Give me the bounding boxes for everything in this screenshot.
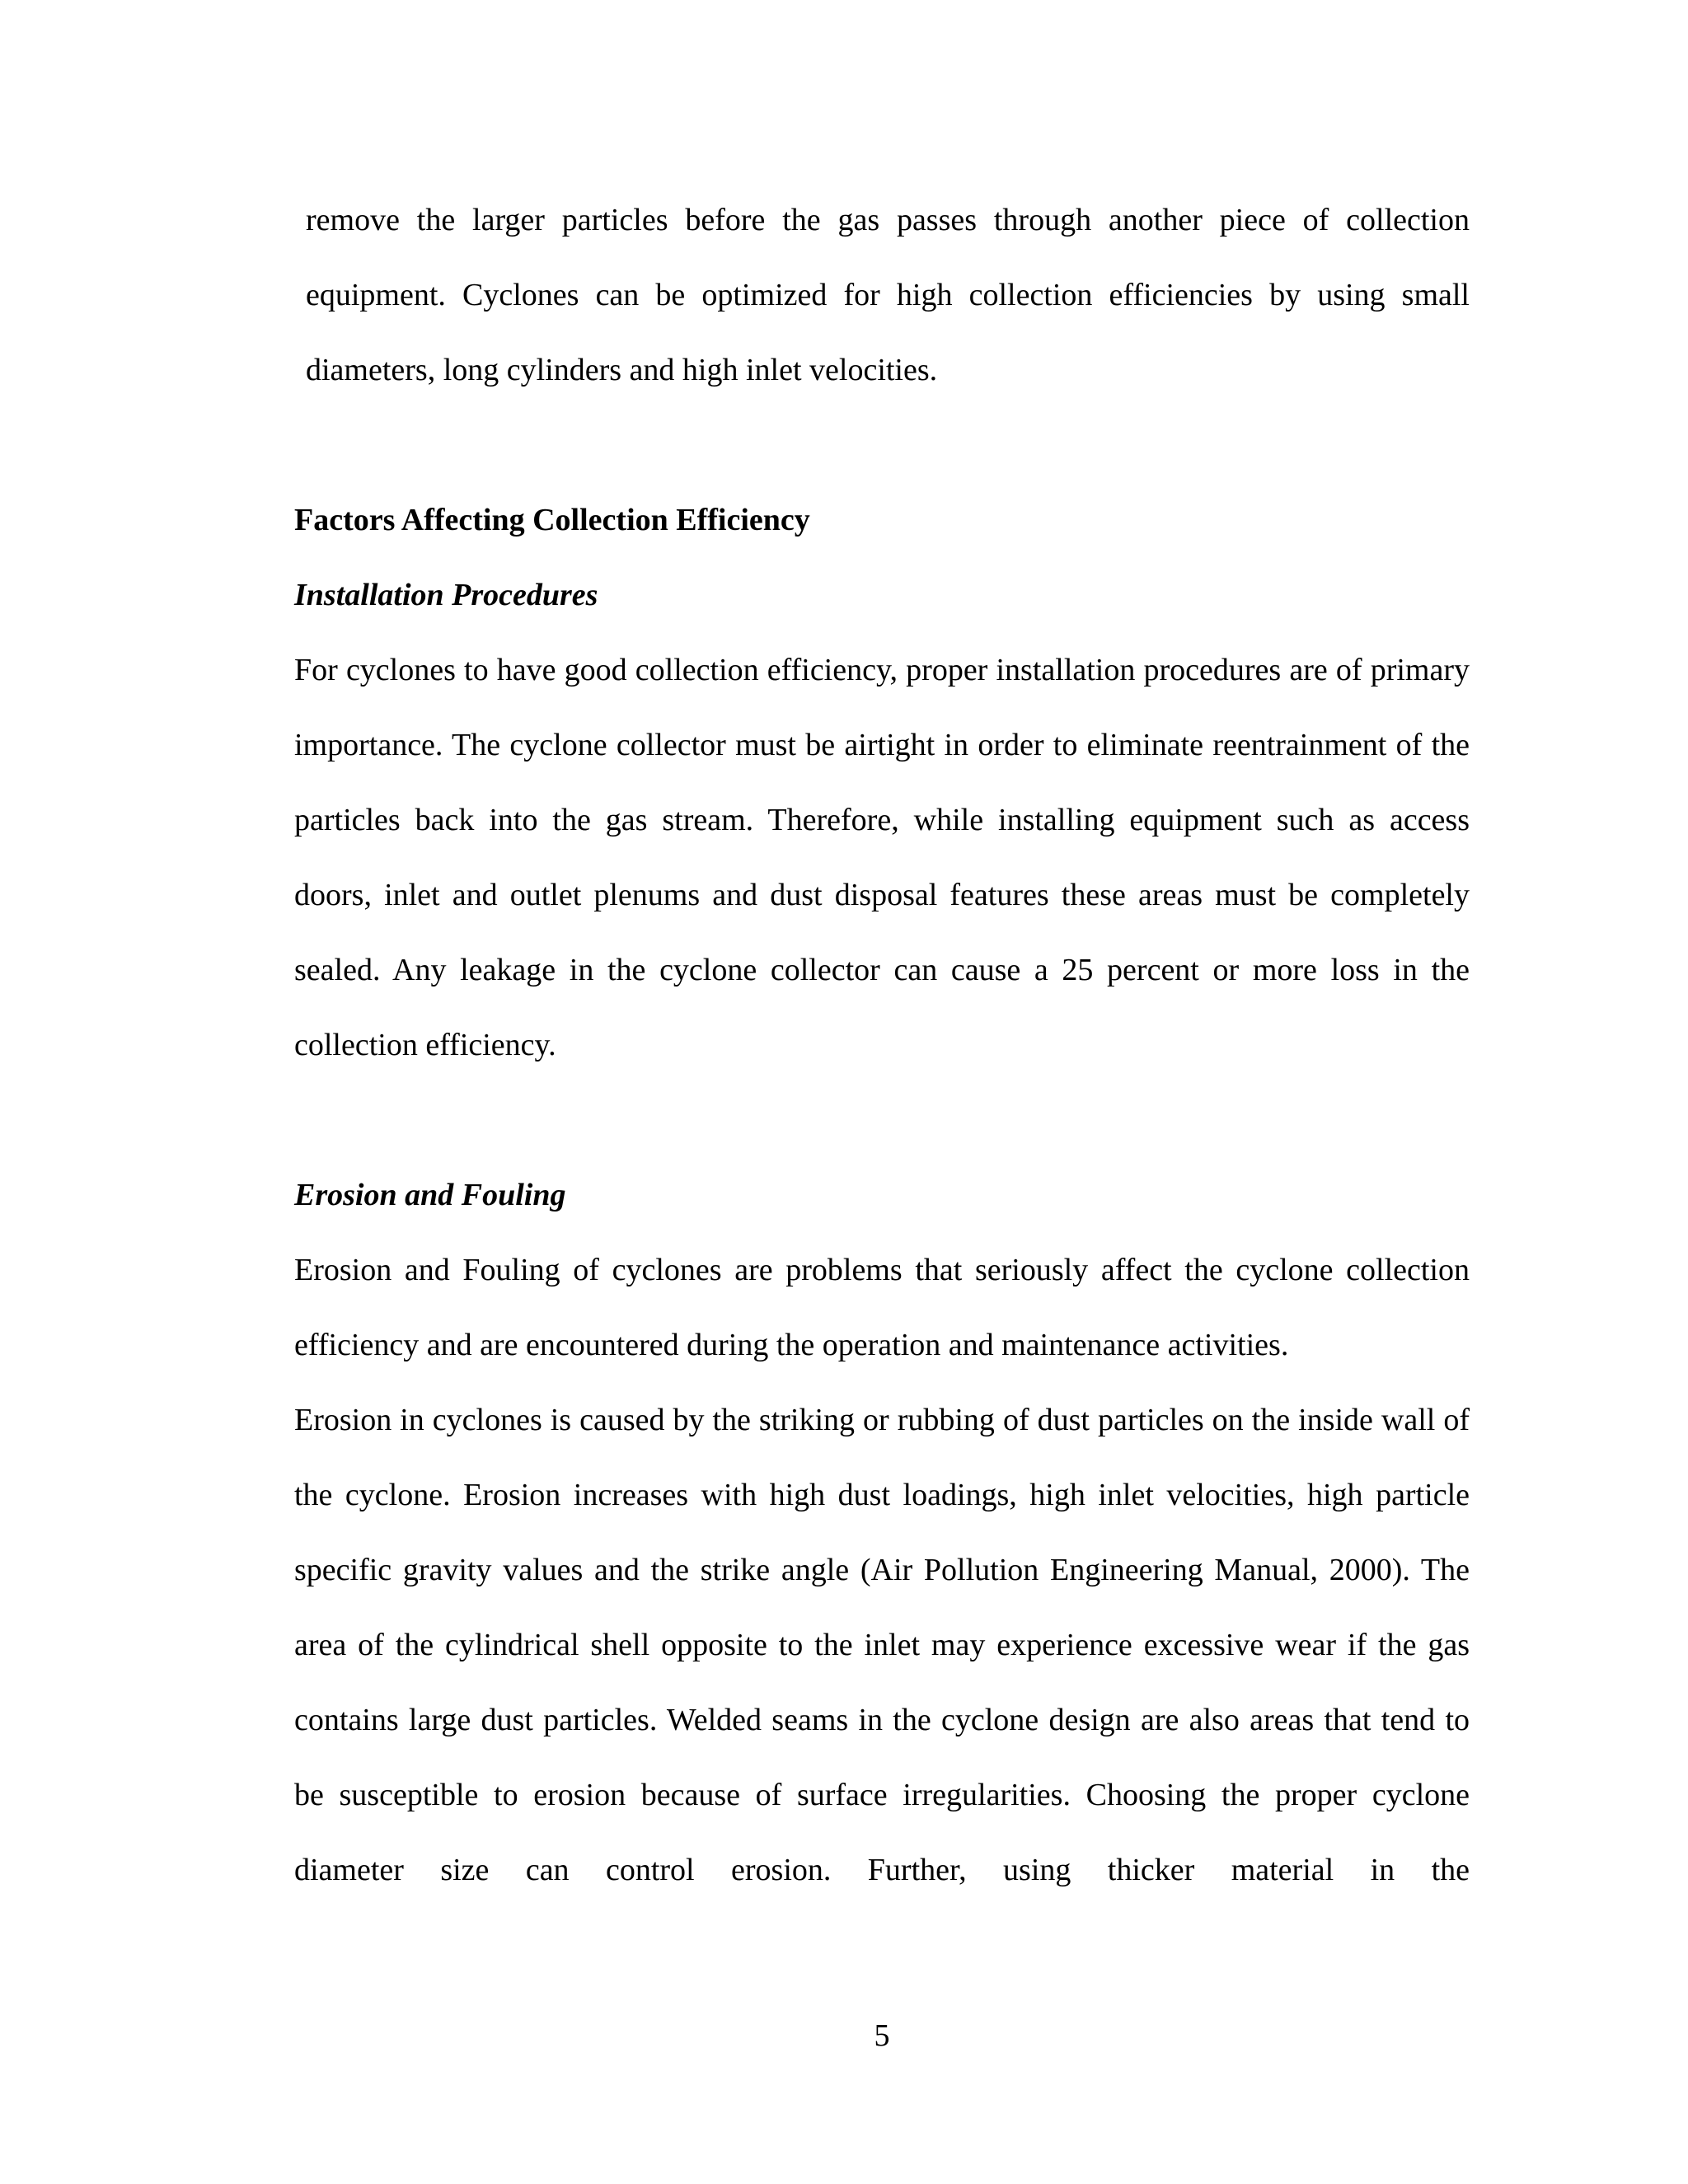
page-content <box>294 183 1470 1908</box>
erosion-paragraph-1: Erosion and Fouling of cyclones are problems that seriously affect the cyclone collection efficiency and are encountered during the operation and maintenance activities. <box>294 1253 1470 1362</box>
page-number: 5 <box>874 2018 890 2053</box>
erosion-paragraph-2: Erosion in cyclones is caused by the striking or rubbing of dust particles on the inside wall of the cyclone. Erosion increases with high dust loadings, high inlet velocities, high particle specific gravity values and the strike angle (Air Pollution Engineering Manual, 2000). The area of the cylindrical shell opposite to the inlet may experience excessive wear if the gas contains large dust particles. Welded seams in the cyclone design are also areas that tend to be susceptible to erosion because of surface irregularities. Choosing the proper cyclone diameter size can control erosion. Further, using thicker material in the <box>294 1403 1470 1887</box>
spacer <box>294 1083 1470 1158</box>
erosion-subheading: Erosion and Fouling <box>294 1178 566 1212</box>
intro-paragraph: remove the larger particles before the gas passes through another piece of collection equipment. Cyclones can be optimized for high collection efficiencies by using small diameters, long cylinders and high inlet velocities. <box>306 203 1470 387</box>
installation-subheading: Installation Procedures <box>294 578 598 612</box>
spacer <box>294 408 1470 483</box>
section-heading: Factors Affecting Collection Efficiency <box>294 503 810 537</box>
installation-paragraph: For cyclones to have good collection efficiency, proper installation procedures are of primary importance. The cyclone collector must be airtight in order to eliminate reentrainment of the particles back into the gas stream. Therefore, while installing equipment such as access doors, inlet and outlet plenums and dust disposal features these areas must be completely sealed. Any leakage in the cyclone collector can cause a 25 percent or more loss in the collection efficiency. <box>294 653 1470 1062</box>
